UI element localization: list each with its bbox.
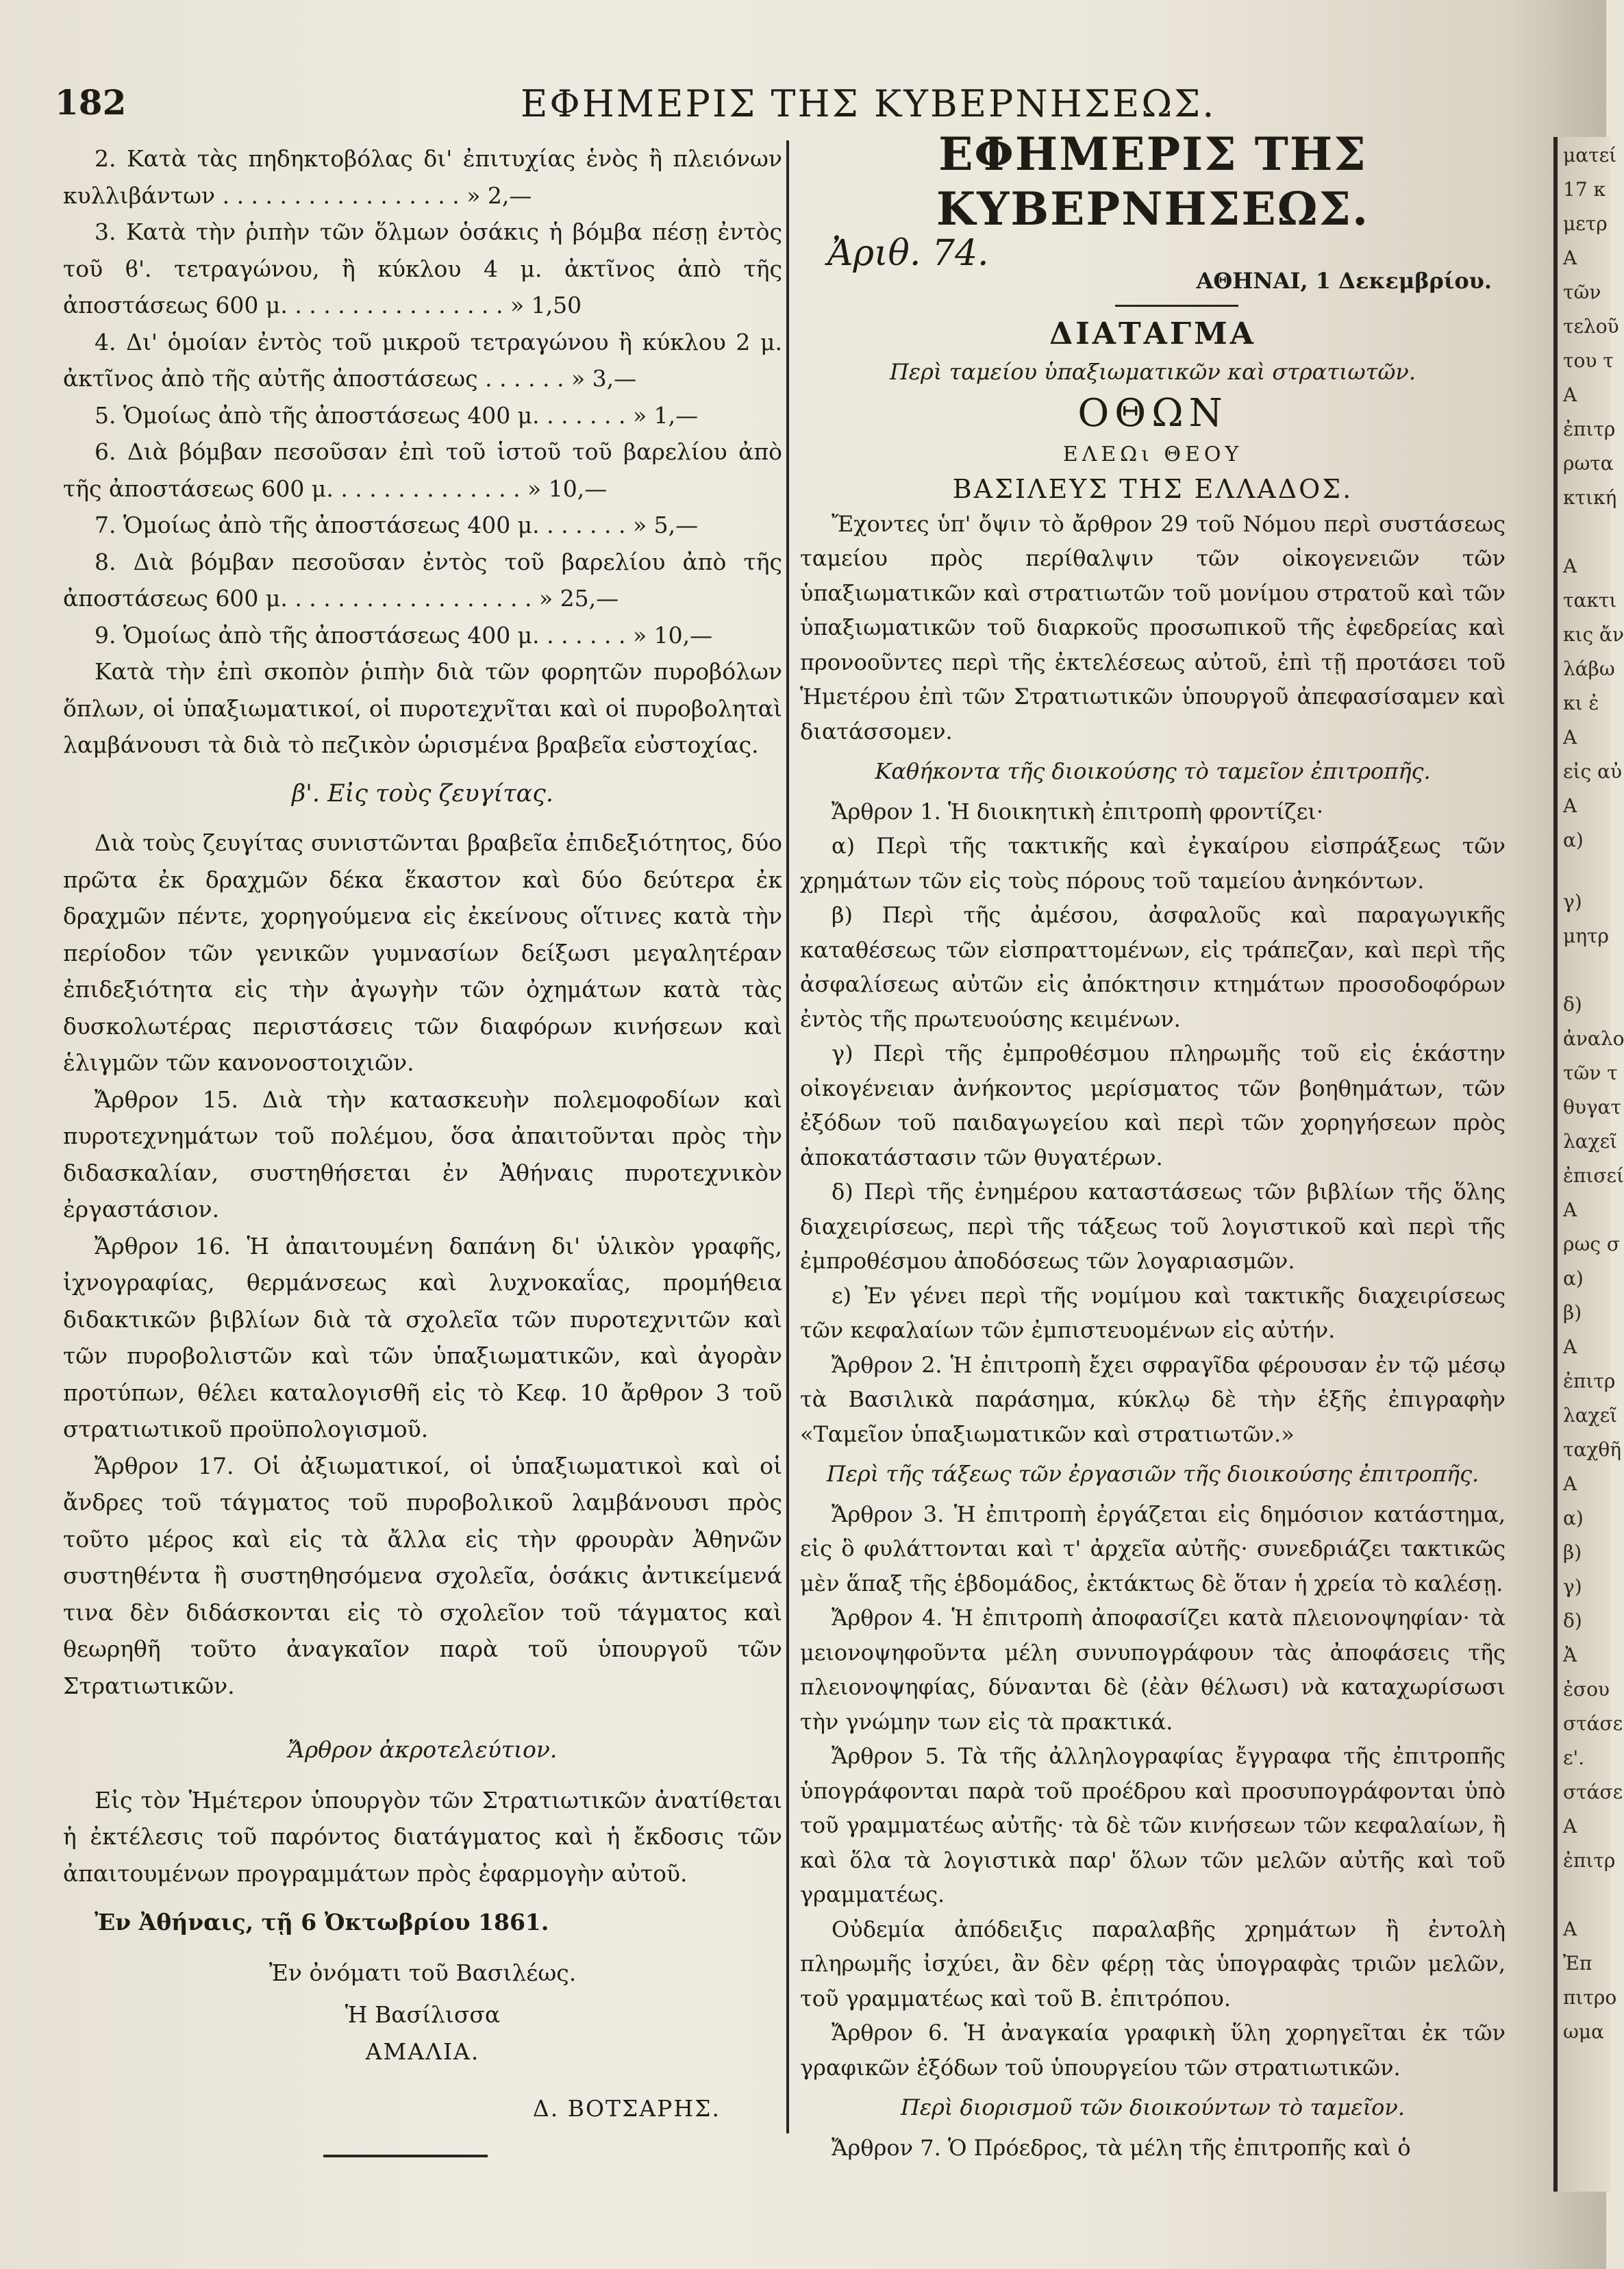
article-3: Ἄρθρον 3. Ἡ ἐπιτροπὴ ἐργάζεται εἰς δημόσιον κατάστημα, εἰς ὃ φυλάττονται καὶ τ' ἀρχεῖα αὐτῆς· συνεδριάζει τακτικῶς μὲν ἅπαξ τῆς ἑβδομάδος, ἐκτάκτως δὲ ὅταν ἡ χρεία τὸ καλέσῃ.: [800, 1501, 1506, 1596]
edge-fragment: ἐσου: [1563, 1678, 1610, 1701]
article-5: Ἄρθρον 5. Τὰ τῆς ἀλληλογραφίας ἔγγραφα τῆς ἐπιτροπῆς ὑπογράφονται παρὰ τοῦ προέδρου καὶ προσυπογράφονται ὑπὸ τοῦ γραμματέως αὐτῆς· τὰ δὲ τῶν κινήσεων τῶν κεφαλαίων, ἢ καὶ ὅλα τὰ λογιστικὰ παρ' ὅλων τῶν μελῶν αὐτῆς καὶ τοῦ γραμματέως.: [800, 1743, 1506, 1907]
edge-fragment: Ἐπ: [1563, 1952, 1592, 1975]
left-column: [63, 140, 782, 2140]
edge-fragment: εἰς αὐ: [1563, 760, 1622, 783]
column-divider: [786, 140, 789, 2133]
edge-fragment: λαχεῖ: [1563, 1404, 1618, 1427]
edge-fragment: β): [1563, 1301, 1582, 1324]
edge-fragment: β): [1563, 1541, 1582, 1564]
edge-fragment: κις ἄν: [1563, 623, 1624, 646]
edge-fragment: κι ἐ: [1563, 692, 1599, 714]
edge-fragment: λαχεῖ: [1563, 1130, 1618, 1153]
edge-fragment: Α: [1563, 384, 1577, 406]
edge-fragment: ρωτα: [1563, 452, 1614, 475]
article-6: Ἄρθρον 6. Ἡ ἀναγκαία γραφικὴ ὕλη χορηγεῖται ἐκ τῶν γραφικῶν ἐξόδων τοῦ ὑπουργείου τῶν στρατιωτικῶν.: [800, 2020, 1506, 2081]
decree-subject: Περὶ ταμείου ὑπαξιωματικῶν καὶ στρατιωτῶν.: [889, 359, 1416, 385]
edge-fragment: λάβω: [1563, 657, 1615, 680]
queen-title: Ἡ Βασίλισσα: [345, 2001, 501, 2028]
edge-fragment: γ): [1563, 890, 1582, 913]
king-name: ΟΘΩΝ: [1077, 390, 1228, 436]
adjacent-page-edge: [1553, 137, 1624, 2192]
queen-signature: ΑΜΑΛΙΑ.: [365, 2038, 480, 2065]
article-7: Ἄρθρον 7. Ὁ Πρόεδρος, τὰ μέλη τῆς ἐπιτροπῆς καὶ ὁ: [832, 2134, 1411, 2161]
final-article: Εἰς τὸν Ἡμέτερον ὑπουργὸν τῶν Στρατιωτικῶν ἀνατίθεται ἡ ἐκτέλεσις τοῦ παρόντος διατάγματος καὶ ἡ ἔκδοσις τῶν ἀπαιτουμένων προγραμμάτων πρὸς ἐφαρμογὴν αὐτοῦ.: [63, 1786, 782, 1887]
edge-fragment: τελοῦ: [1563, 315, 1619, 338]
clause-a: α) Περὶ τῆς τακτικῆς καὶ ἐγκαίρου εἰσπράξεως τῶν χρημάτων τῶν εἰς τοὺς πόρους τοῦ ταμείου ἀνηκόντων.: [800, 833, 1506, 894]
final-article-title: Ἄρθρον ἀκροτελεύτιον.: [288, 1736, 558, 1763]
edge-fragment: τακτι: [1563, 589, 1617, 612]
edge-fragment: Ἀ: [1563, 1644, 1577, 1666]
edge-fragment: ἐπιτρ: [1563, 1849, 1616, 1872]
edge-fragment: ματεί: [1563, 144, 1617, 166]
page-number: 182: [55, 82, 127, 123]
administrators-heading: Περὶ διορισμοῦ τῶν διοικούντων τὸ ταμεῖον.: [900, 2094, 1406, 2120]
edge-fragment: δ): [1563, 993, 1582, 1016]
edge-fragment: τῶν: [1563, 281, 1601, 303]
edge-fragment: ε'.: [1563, 1746, 1585, 1769]
prize-item: 6. Διὰ βόμβαν πεσοῦσαν ἐπὶ τοῦ ἱστοῦ τοῦ βαρελίου ἀπὸ τῆς ἀποστάσεως 600 μ. . . . . . . . . . . . . . » 10,—: [63, 438, 782, 502]
prize-item: 7. Ὁμοίως ἀπὸ τῆς ἀποστάσεως 400 μ. . . . . . . » 5,—: [95, 512, 699, 538]
prize-item: 3. Κατὰ τὴν ῥιπὴν τῶν ὅλμων ὁσάκις ἡ βόμβα πέσῃ ἐντὸς τοῦ ϐ'. τετραγώνου, ἢ κύκλου 4 μ. ἀκτῖνος ἀπὸ τῆς ἀποστάσεως 600 μ. . . . . . . . . . . . . . . . » 1,50: [63, 218, 782, 318]
edge-fragment: Α: [1563, 1918, 1577, 1940]
running-head: [48, 68, 1521, 130]
edge-fragment: ἐπιτρ: [1563, 1370, 1616, 1392]
edge-fragment: α): [1563, 1267, 1584, 1290]
clause-b: β) Περὶ τῆς ἀμέσου, ἀσφαλοῦς καὶ παραγωγικῆς καταθέσεως τῶν εἰσπραττομένων, εἰς τράπεζαν, καὶ περὶ τῆς ἀσφαλίσεως αὐτῶν εἰς ἀπόκτησιν κτημάτων προσοδοφόρων ἐντὸς τῆς πρωτευούσης κειμένων.: [800, 902, 1506, 1032]
king-title: ΒΑΣΙΛΕΥΣ ΤΗΣ ΕΛΛΑΔΟΣ.: [952, 474, 1353, 504]
masthead: ΕΦΗΜΕΡΙΣ ΤΗΣ ΚΥΒΕΡΝΗΣΕΩΣ.: [936, 127, 1370, 236]
issue-date: ΑΘΗΝΑΙ, 1 Δεκεμβρίου.: [1196, 268, 1492, 294]
article-17: Ἄρθρον 17. Οἱ ἀξιωματικοί, οἱ ὑπαξιωματικοὶ καὶ οἱ ἄνδρες τοῦ τάγματος τοῦ πυροβολικοῦ λαμβάνουσι πρὸς τοῦτο μέρος καὶ εἰς τὰ ἄλλα εἰς τὴν φρουρὰν Ἀθηνῶν συστηθέντα ἢ συστηθησόμενα σχολεῖα, ὁσάκις ἀντικείμενά τινα δὲν διδάσκονται εἰς τὸ σχολεῖον τοῦ τάγματος καὶ θεωρηθῆ τοῦτο ἀναγκαῖον παρὰ τοῦ ὑπουργοῦ τῶν Στρατιωτικῶν.: [63, 1452, 782, 1699]
prize-item: 8. Διὰ βόμβαν πεσοῦσαν ἐντὸς τοῦ βαρελίου ἀπὸ τῆς ἀποστάσεως 600 μ. . . . . . . . . . . . . . . . . . » 25,—: [63, 548, 782, 612]
issue-number: Ἀριθ. 74.: [827, 233, 989, 274]
edge-fragment: στάσε: [1563, 1781, 1623, 1803]
edge-fragment: Α: [1563, 1472, 1577, 1495]
edge-fragment: Α: [1563, 247, 1577, 269]
edge-fragment: ταχθῆ: [1563, 1438, 1621, 1461]
decree-title: ΔΙΑΤΑΓΜΑ: [1049, 316, 1256, 351]
edge-fragment: ἐπισεί: [1563, 1164, 1624, 1187]
edge-fragment: δ): [1563, 1609, 1582, 1632]
section-heading: β'. Εἰς τοὺς ζευγίτας.: [292, 779, 553, 807]
edge-fragment: ἐπιτρ: [1563, 418, 1616, 440]
paragraph-prize: Κατὰ τὴν ἐπὶ σκοπὸν ῥιπὴν διὰ τῶν φορητῶν πυροβόλων ὅπλων, οἱ ὑπαξιωματικοί, οἱ πυροτεχνῖται καὶ οἱ πυροβοληταὶ λαμβάνουσι τὰ διὰ τὸ πεζικὸν ὡρισμένα βραβεῖα εὐστοχίας.: [63, 658, 782, 758]
running-title: ΕΦΗΜΕΡΙΣ ΤΗΣ ΚΥΒΕΡΝΗΣΕΩΣ.: [521, 82, 1216, 125]
article-4: Ἄρθρον 4. Ἡ ἐπιτροπὴ ἀποφασίζει κατὰ πλειονοψηφίαν· τὰ μειονοψηφοῦντα μέλη συνυπογράφουν τὰς ἀποφάσεις τῆς πλειονοψηφίας, δύνανται δὲ (ἐὰν θέλωσι) νὰ καταχωρίσωσι τὴν γνώμην των εἰς τὰ πρακτικά.: [800, 1605, 1506, 1735]
edge-fragment: Α: [1563, 794, 1577, 817]
clause-d: δ) Περὶ τῆς ἐνημέρου καταστάσεως τῶν βιβλίων τῆς ὅλης διαχειρίσεως, περὶ τῆς τάξεως τοῦ λογιστικοῦ καὶ περὶ τῆς ἐμπροθέσμου ἀποδόσεως τῶν λογαριασμῶν.: [800, 1179, 1506, 1274]
paragraph-zeugites: Διὰ τοὺς ζευγίτας συνιστῶνται βραβεῖα ἐπιδεξιότητος, δύο πρῶτα ἐκ δραχμῶν δέκα ἕκαστον καὶ δύο δεύτερα ἐκ δραχμῶν πέντε, χορηγούμενα εἰς ἐκείνους οἵτινες κατὰ τὴν περίοδον τῶν γενικῶν γυμνασίων δείξωσι μεγαλητέραν ἐπιδεξιότητα εἰς τὴν ἀγωγὴν τῶν ὀχημάτων κατὰ τὰς δυσκολωτέρας περιστάσεις τῶν διαφόρων κινήσεων καὶ ἑλιγμῶν τῶν κανονοστοιχιῶν.: [63, 829, 782, 1076]
edge-fragment: Α: [1563, 1199, 1577, 1221]
duties-heading: Καθήκοντα τῆς διοικούσης τὸ ταμεῖον ἐπιτροπῆς.: [875, 758, 1431, 784]
edge-fragment: ρως σ: [1563, 1233, 1620, 1255]
edge-fragment: στάσε: [1563, 1712, 1623, 1735]
date-line: Ἐν Ἀθήναις, τῇ 6 Ὀκτωβρίου 1861.: [95, 1909, 549, 1935]
article-15: Ἄρθρον 15. Διὰ τὴν κατασκευὴν πολεμοφοδίων καὶ πυροτεχνημάτων τοῦ πολέμου, ὅσα ἀπαιτοῦνται πρὸς τὴν διδασκαλίαν, συστηθήσεται ἐν Ἀθήναις πυροτεχνικὸν ἐργαστάσιον.: [63, 1086, 782, 1223]
preamble: Ἔχοντες ὑπ' ὄψιν τὸ ἄρθρον 29 τοῦ Νόμου περὶ συστάσεως ταμείου πρὸς περίθαλψιν τῶν οἰκογενειῶν τῶν ὑπαξιωματικῶν καὶ στρατιωτῶν τοῦ μονίμου στρατοῦ καὶ τῶν ὑπαξιωματικῶν τοῦ διαρκοῦς προσωπικοῦ τῆς ἐφεδρείας καὶ προνοοῦντες περὶ τῆς ἐκτελέσεως αὐτοῦ, ἐπὶ τῇ προτάσει τοῦ Ἡμετέρου ἐπὶ τῶν Στρατιωτικῶν ὑπουργοῦ ἀπεφασίσαμεν καὶ διατάσσομεν.: [800, 510, 1506, 744]
minister-signature: Δ. ΒΟΤΣΑΡΗΣ.: [532, 2095, 721, 2122]
article-16: Ἄρθρον 16. Ἡ ἀπαιτουμένη δαπάνη δι' ὑλικὸν γραφῆς, ἰχνογραφίας, θερμάνσεως καὶ λυχνοκαΐας, προμήθεια διδακτικῶν βιβλίων διὰ τὰ σχολεῖα τῶν πυροτεχνιτῶν καὶ τῶν πυροβολιστῶν καὶ τῶν ὑπαξιωματικῶν, καὶ ἀγορὰν προτύπων, θέλει καταλογισθῆ εἰς τὸ Κεφ. 10 ἄρθρον 3 τοῦ στρατιωτικοῦ προϋπολογισμοῦ.: [63, 1232, 782, 1442]
issue-row: [800, 233, 1506, 298]
edge-fragment: α): [1563, 829, 1584, 851]
clause-c: γ) Περὶ τῆς ἐμπροθέσμου πληρωμῆς τοῦ εἰς ἑκάστην οἰκογένειαν ἀνήκοντος μερίσματος τῶν βοηθημάτων, τῶν ἐξόδων τοῦ παιδαγωγείου καὶ περὶ τῶν χορηγήσεων πρὸς ἀποκατάστασιν τῶν θυγατέρων.: [800, 1040, 1506, 1170]
article-2: Ἄρθρον 2. Ἡ ἐπιτροπὴ ἔχει σφραγῖδα φέρουσαν ἐν τῷ μέσῳ τὰ Βασιλικὰ παράσημα, κύκλῳ δὲ τὴν ἑξῆς ἐπιγραφὴν «Ταμεῖον ὑπαξιωματικῶν καὶ στρατιωτῶν.»: [800, 1351, 1506, 1447]
edge-fragment: Α: [1563, 726, 1577, 749]
edge-fragment: μετρ: [1563, 212, 1608, 235]
right-column: [800, 127, 1506, 2181]
edge-fragment: Α: [1563, 1336, 1577, 1358]
edge-fragment: πιτρο: [1563, 1986, 1617, 2009]
edge-fragment: γ): [1563, 1575, 1582, 1598]
edge-fragment: μητρ: [1563, 925, 1609, 947]
edge-fragment: ἀναλο: [1563, 1027, 1624, 1050]
edge-fragment: α): [1563, 1507, 1584, 1529]
edge-fragment: κτική: [1563, 486, 1617, 509]
prize-item: 9. Ὁμοίως ἀπὸ τῆς ἀποστάσεως 400 μ. . . . . . . » 10,—: [95, 621, 713, 649]
masthead-rule: [1115, 305, 1238, 307]
edge-fragment: θυγατ: [1563, 1096, 1622, 1118]
prize-item: 5. Ὁμοίως ἀπὸ τῆς ἀποστάσεως 400 μ. . . . . . . » 1,—: [95, 401, 699, 429]
in-name-line: Ἐν ὀνόματι τοῦ Βασιλέως.: [268, 1959, 577, 1986]
edge-fragment: ωμα: [1563, 2020, 1604, 2043]
edge-fragment: τῶν τ: [1563, 1062, 1618, 1084]
prize-item: 2. Κατὰ τὰς πηδηκτοβόλας δι' ἐπιτυχίας ἑνὸς ἢ πλειόνων κυλλιβάντων . . . . . . . . . . . . . . . . . » 2,—: [63, 145, 782, 209]
article-1: Ἄρθρον 1. Ἡ διοικητικὴ ἐπιτροπὴ φροντίζει·: [832, 798, 1324, 825]
prize-item: 4. Δι' ὁμοίαν ἐντὸς τοῦ μικροῦ τετραγώνου ἢ κύκλου 2 μ. ἀκτῖνος ἀπὸ τῆς αὐτῆς ἀποστάσεως . . . . . . » 3,—: [63, 328, 782, 392]
article-5-continued: Οὐδεμία ἀπόδειξις παραλαβῆς χρημάτων ἢ ἐντολὴ πληρωμῆς ἰσχύει, ἂν δὲν φέρῃ τὰς ὑπογραφὰς τριῶν μελῶν, τοῦ γραμματέως καὶ τοῦ Β. ἐπιτρόπου.: [800, 1916, 1506, 2011]
edge-fragment: του τ: [1563, 349, 1614, 372]
edge-fragment: 17 κ: [1563, 178, 1606, 201]
work-heading: Περὶ τῆς τάξεως τῶν ἐργασιῶν τῆς διοικούσης ἐπιτροπῆς.: [826, 1461, 1479, 1487]
edge-fragment: Α: [1563, 1815, 1577, 1838]
by-grace-of-god: ΕΛΕΩι ΘΕΟΥ: [1062, 442, 1243, 466]
edge-fragment: Α: [1563, 555, 1577, 577]
closing-rule: [323, 2155, 488, 2157]
clause-e: ε) Ἐν γένει περὶ τῆς νομίμου καὶ τακτικῆς διαχειρίσεως τῶν κεφαλαίων τῶν ἐμπιστευομένων εἰς αὐτήν.: [800, 1282, 1506, 1343]
